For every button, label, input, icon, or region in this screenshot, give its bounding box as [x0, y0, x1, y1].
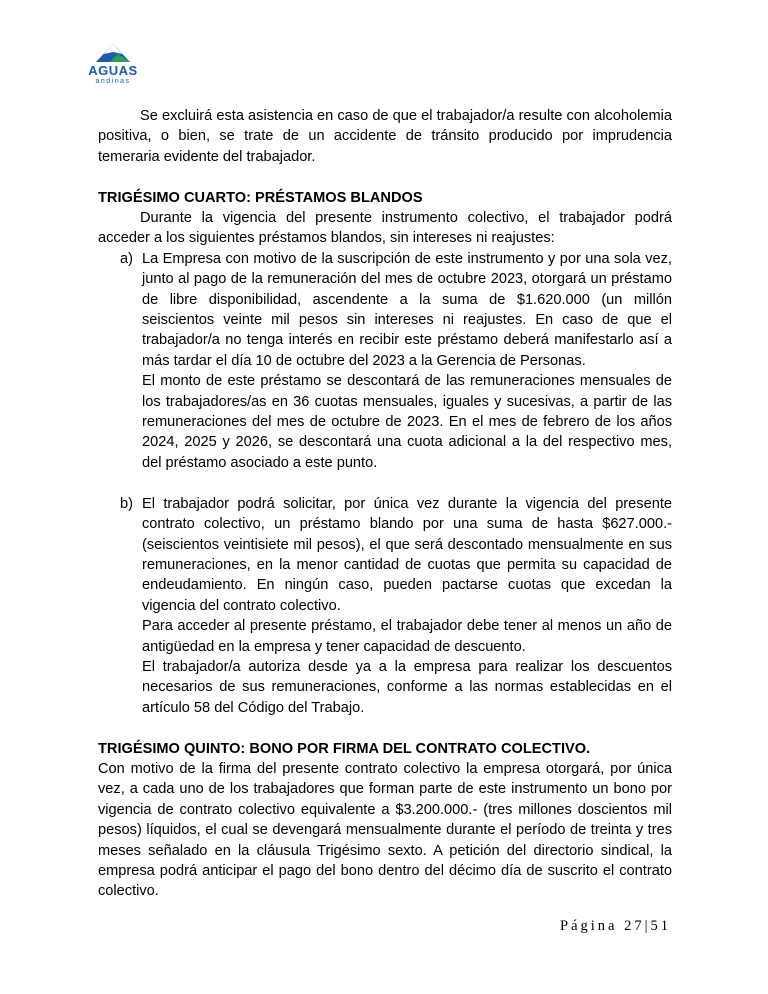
item-b-paragraph-1: El trabajador podrá solicitar, por única vez durante la vigencia del presente contrato colectivo, un préstamo blando por una suma de hasta $627.000.- (seiscientos veintisiete mil pesos), el que será descontado mensualmente en sus remuneraciones, en la menor cantidad de cuotas que permita su capacidad de endeudamiento. En ningún caso, pueden pactarse cuotas que excedan la vigencia del contrato colectivo.	[142, 495, 672, 614]
item-b-paragraph-3: El trabajador/a autoriza desde ya a la empresa para realizar los descuentos necesarios de sus remuneraciones, conforme a las normas establecidas en el artículo 58 del Código del Trabajo.	[142, 658, 672, 716]
document-body	[98, 106, 672, 902]
section-35-heading: TRIGÉSIMO QUINTO: BONO POR FIRMA DEL CONTRATO COLECTIVO.	[98, 740, 591, 757]
section-34-heading: TRIGÉSIMO CUARTO: PRÉSTAMOS BLANDOS	[98, 189, 423, 206]
list-marker-b: b)	[120, 495, 133, 512]
logo-subtitle: andinas	[95, 78, 131, 85]
item-a-paragraph-2: El monto de este préstamo se descontará de las remuneraciones mensuales de los trabajadores/as en 36 cuotas mensuales, iguales y sucesivas, a partir de las remuneraciones del mes de octubre de 2023. En el mes de febrero de los años 2024, 2025 y 2026, se descontará una cuota adicional a la del respectivo mes, del préstamo asociado a este punto.	[142, 373, 672, 471]
list-item-a	[98, 249, 672, 473]
item-a-paragraph-1: La Empresa con motivo de la suscripción de este instrumento y por una sola vez, junto al pago de la remuneración del mes de octubre 2023, otorgará un préstamo de libre disponibilidad, ascendente a la suma de $1.620.000 (un millón seiscientos veinte mil pesos sin intereses ni reajustes. En caso de que el trabajador/a no tenga interés en recibir este préstamo deberá manifestarlo así a más tardar el día 10 de octubre del 2023 a la Gerencia de Personas.	[142, 250, 672, 369]
logo-mountain-icon	[96, 44, 130, 64]
item-b-paragraph-2: Para acceder al presente préstamo, el trabajador debe tener al menos un año de antigüedad en la empresa y tener capacidad de descuento.	[142, 618, 672, 655]
list-item-b	[98, 494, 672, 718]
logo-wordmark: AGUAS	[88, 63, 138, 78]
aguas-andinas-logo	[78, 44, 148, 90]
intro-paragraph: Se excluirá esta asistencia en caso de que el trabajador/a resulte con alcoholemia positiva, o bien, se trate de un accidente de tránsito producido por imprudencia temeraria evidente del trabajador.	[98, 108, 672, 165]
list-marker-a: a)	[120, 250, 133, 267]
section-35-body: Con motivo de la firma del presente contrato colectivo la empresa otorgará, por única vez, a cada uno de los trabajadores que forman parte de este instrumento un bono por vigencia de contrato colectivo equivalente a $3.200.000.- (tres millones doscientos mil pesos) líquidos, el cual se devengará mensualmente durante el período de treinta y tres meses señalado en la cláusula Trigésimo sexto. A petición del directorio sindical, la empresa podrá anticipar el pago del bono dentro del décimo día de suscrito el contrato colectivo.	[98, 760, 672, 900]
section-34-lead: Durante la vigencia del presente instrumento colectivo, el trabajador podrá acceder a los siguientes préstamos blandos, sin intereses ni reajustes:	[98, 210, 672, 247]
page-number: Página 27|51	[560, 918, 671, 934]
